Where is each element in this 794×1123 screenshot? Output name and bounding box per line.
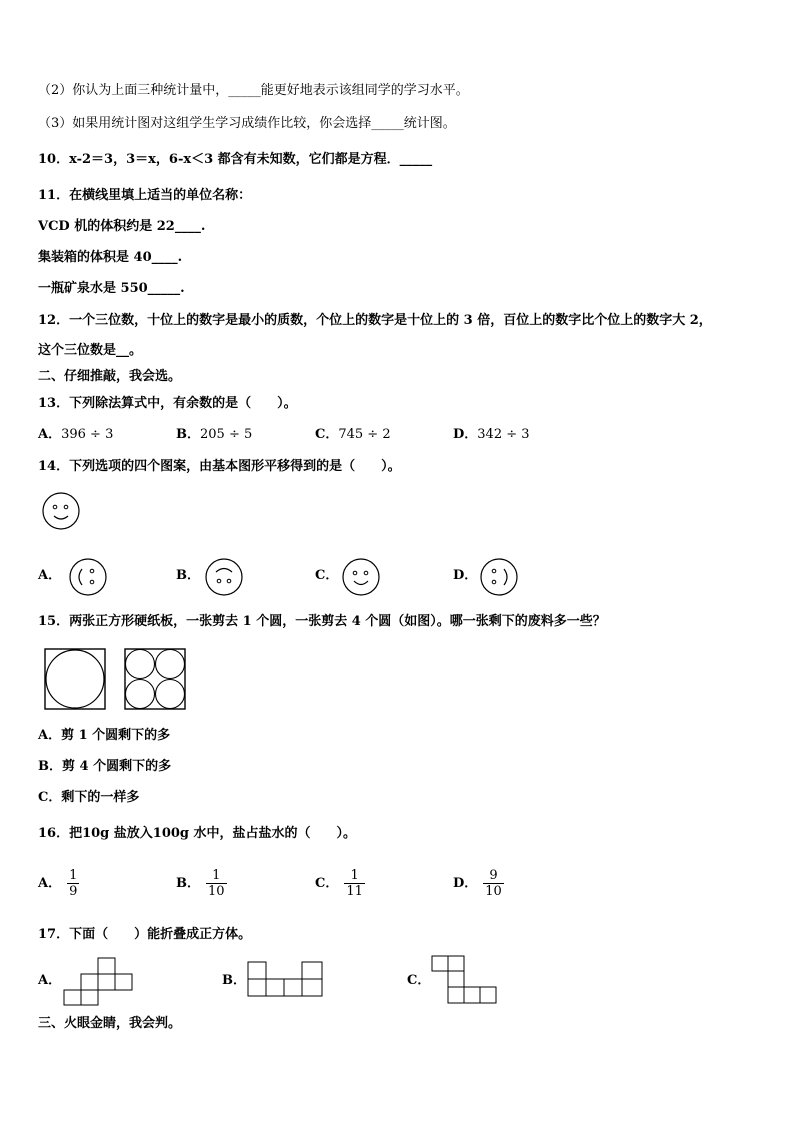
question-17: 17．下面（ ）能折叠成正方体。 <box>38 927 252 942</box>
q15-option-c[interactable]: C．剩下的一样多 <box>38 790 140 805</box>
question-9-part-3: （3）如果用统计图对这组学生学习成绩作比较，你会选择_____统计图。 <box>38 116 456 131</box>
option-text: 342 ÷ 3 <box>477 427 530 442</box>
denominator: 10 <box>208 884 225 899</box>
question-15: 15．两张正方形硬纸板，一张剪去 1 个圆，一张剪去 4 个圆（如图）。哪一张剩下的废料多一些？ <box>38 614 606 629</box>
question-10: 10．x-2＝3，3＝x，6-x＜3 都含有未知数，它们都是方程．_____ <box>38 152 433 167</box>
denominator: 11 <box>346 884 363 899</box>
q13-option-a[interactable] <box>38 427 113 443</box>
question-16: 16．把10g 盐放入100g 水中，盐占盐水的（ ）。 <box>38 826 357 841</box>
section-2-heading: 二、仔细推敲，我会选。 <box>38 369 182 384</box>
q14-option-d-label[interactable]: D． <box>453 568 478 583</box>
q13-option-b[interactable] <box>176 427 252 443</box>
option-label: A． <box>38 876 62 891</box>
q14-option-a-label[interactable]: A． <box>38 568 62 583</box>
question-11-a: VCD 机的体积约是 22____. <box>38 219 206 234</box>
cube-net-a-figure[interactable] <box>64 958 134 1006</box>
question-11-b: 集装箱的体积是 40____. <box>38 250 183 265</box>
q16-option-c[interactable] <box>315 868 365 899</box>
fraction <box>206 868 227 899</box>
denominator: 9 <box>69 884 78 899</box>
option-text: 396 ÷ 3 <box>61 427 114 442</box>
option-label: C． <box>315 876 339 891</box>
option-text: 745 ÷ 2 <box>338 427 391 442</box>
option-label: B． <box>176 876 200 891</box>
question-12-line-1: 12．一个三位数，十位上的数字是最小的质数，个位上的数字是十位上的 3 倍，百位上的数字比个位上的数字大 2， <box>38 313 712 328</box>
square-four-circles-figure <box>124 648 186 710</box>
question-12-line-2: 这个三位数是__。 <box>38 343 143 358</box>
q14-option-b-label[interactable]: B． <box>176 568 200 583</box>
q15-option-a[interactable]: A．剪 1 个圆剩下的多 <box>38 728 171 743</box>
q13-option-d[interactable] <box>453 427 530 443</box>
fraction <box>344 868 365 899</box>
option-text: 205 ÷ 5 <box>200 427 253 442</box>
q17-option-a-label[interactable]: A． <box>38 973 62 988</box>
question-11-c: 一瓶矿泉水是 550_____. <box>38 281 185 296</box>
q14-option-c-label[interactable]: C． <box>315 568 339 583</box>
square-one-circle-figure <box>44 648 106 710</box>
q13-option-c[interactable] <box>315 427 391 443</box>
question-9-part-2: （2）你认为上面三种统计量中，_____能更好地表示该组同学的学习水平。 <box>38 83 469 98</box>
q16-option-b[interactable] <box>176 868 227 899</box>
question-13: 13．下列除法算式中，有余数的是（ ）。 <box>38 396 297 411</box>
fraction <box>67 868 79 899</box>
numerator: 1 <box>344 868 365 884</box>
rotated-smiley-a-icon[interactable] <box>68 557 108 597</box>
q16-option-d[interactable] <box>453 868 504 899</box>
option-label: D． <box>453 427 478 442</box>
section-3-heading: 三、火眼金睛，我会判。 <box>38 1016 182 1031</box>
cube-net-b-figure[interactable] <box>248 962 324 998</box>
smiley-face-icon <box>41 491 81 531</box>
numerator: 1 <box>69 868 78 883</box>
numerator: 9 <box>483 868 504 884</box>
fraction <box>483 868 504 899</box>
q15-option-b[interactable]: B．剪 4 个圆剩下的多 <box>38 759 172 774</box>
smiley-c-icon[interactable] <box>341 557 381 597</box>
rotated-smiley-d-icon[interactable] <box>479 557 519 597</box>
q17-option-c-label[interactable]: C． <box>407 973 431 988</box>
q17-option-b-label[interactable]: B． <box>222 973 246 988</box>
cube-net-c-figure[interactable] <box>432 956 498 1004</box>
option-label: C． <box>315 427 339 442</box>
question-14: 14．下列选项的四个图案，由基本图形平移得到的是（ ）。 <box>38 459 401 474</box>
denominator: 10 <box>485 884 502 899</box>
rotated-smiley-b-icon[interactable] <box>204 557 244 597</box>
option-label: D． <box>453 876 478 891</box>
question-11: 11．在横线里填上适当的单位名称： <box>38 188 252 203</box>
option-label: A． <box>38 427 62 442</box>
q16-option-a[interactable] <box>38 868 79 899</box>
option-label: B． <box>176 427 200 442</box>
numerator: 1 <box>206 868 227 884</box>
